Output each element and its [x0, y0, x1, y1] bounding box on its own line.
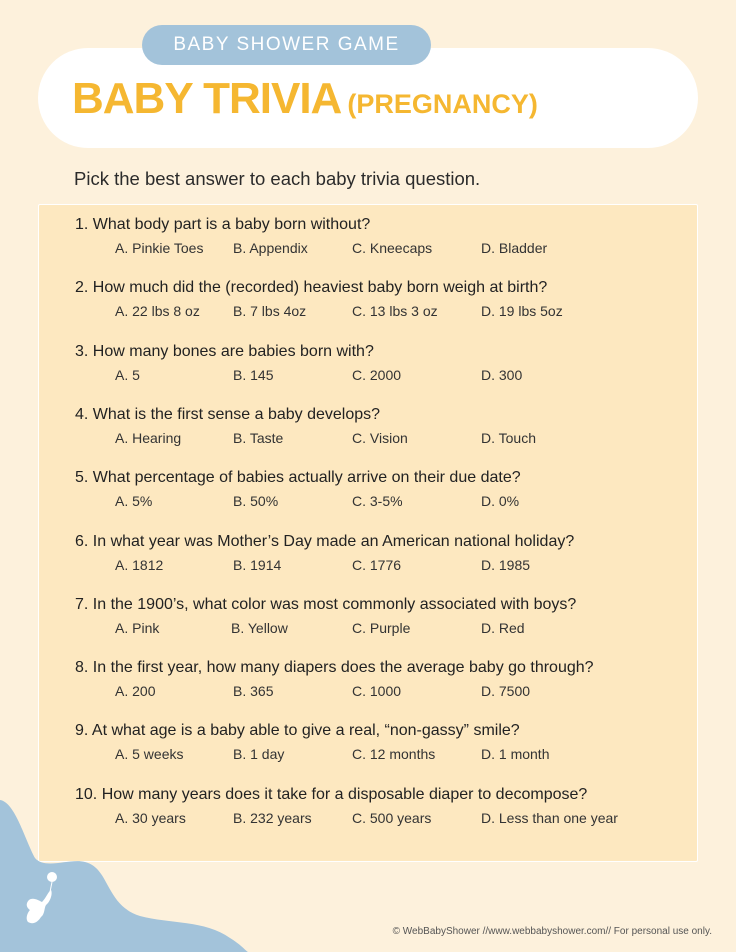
- answer-options: [75, 367, 523, 387]
- answer-options: [75, 683, 594, 703]
- answer-b: B. 1914: [233, 557, 282, 573]
- question-1: [75, 216, 548, 260]
- question-text: 1. What body part is a baby born without?: [75, 216, 371, 233]
- question-text: 2. How much did the (recorded) heaviest baby born weigh at birth?: [75, 279, 548, 296]
- answer-options: [75, 303, 563, 323]
- page-title: [72, 74, 538, 124]
- answer-d: D. Less than one year: [481, 810, 618, 826]
- answer-c: C. Vision: [352, 430, 408, 446]
- question-3: [75, 343, 523, 387]
- question-6: [75, 533, 574, 577]
- answer-a: A. 5%: [115, 493, 153, 509]
- answer-b: B. 7 lbs 4oz: [233, 303, 307, 319]
- answer-c: C. 13 lbs 3 oz: [352, 303, 438, 319]
- answer-d: D. 7500: [481, 683, 531, 699]
- question-8: [75, 659, 594, 703]
- answer-options: [75, 620, 576, 640]
- answer-c: C. Kneecaps: [352, 240, 433, 256]
- title-main: BABY TRIVIA: [72, 74, 342, 123]
- answer-c: C. 3-5%: [352, 493, 403, 509]
- answer-d: D. Bladder: [481, 240, 548, 256]
- answer-d: D. 19 lbs 5oz: [481, 303, 563, 319]
- answer-c: C. 2000: [352, 367, 402, 383]
- answer-a: A. 22 lbs 8 oz: [115, 303, 200, 319]
- answer-b: B. 1 day: [233, 746, 285, 762]
- question-text: 3. How many bones are babies born with?: [75, 343, 374, 360]
- answer-d: D. 1 month: [481, 746, 550, 762]
- question-text: 5. What percentage of babies actually arrive on their due date?: [75, 469, 521, 486]
- answer-a: A. 30 years: [115, 810, 186, 826]
- question-text: 7. In the 1900’s, what color was most commonly associated with boys?: [75, 596, 577, 613]
- answer-a: A. 5 weeks: [115, 746, 184, 762]
- question-text: 8. In the first year, how many diapers does the average baby go through?: [75, 659, 594, 676]
- answer-b: B. Taste: [233, 430, 284, 446]
- question-text: 9. At what age is a baby able to give a real, “non-gassy” smile?: [75, 722, 520, 739]
- questions-panel: [38, 204, 698, 862]
- instructions: Pick the best answer to each baby trivia question.: [74, 168, 481, 189]
- question-9: [75, 722, 550, 766]
- answer-b: B. 232 years: [233, 810, 312, 826]
- answer-c: C. 1776: [352, 557, 402, 573]
- question-7: [75, 596, 576, 640]
- answer-c: C. Purple: [352, 620, 411, 636]
- answer-a: A. Pinkie Toes: [115, 240, 204, 256]
- answer-b: B. 50%: [233, 493, 279, 509]
- question-5: [75, 469, 521, 513]
- answer-b: B. 365: [233, 683, 274, 699]
- answer-options: [75, 430, 536, 450]
- answer-b: B. Yellow: [231, 620, 288, 636]
- question-2: [75, 279, 563, 323]
- answer-a: A. Hearing: [115, 430, 182, 446]
- answer-d: D. 0%: [481, 493, 520, 509]
- answer-options: [75, 746, 550, 766]
- footer-credit: © WebBabyShower //www.webbabyshower.com// For personal use only.: [392, 926, 712, 937]
- answer-c: C. 12 months: [352, 746, 436, 762]
- game-type-pill: BABY SHOWER GAME: [142, 25, 431, 65]
- answer-c: C. 500 years: [352, 810, 432, 826]
- title-subtitle: (PREGNANCY): [347, 89, 538, 119]
- answer-d: D. 300: [481, 367, 523, 383]
- answer-options: [75, 557, 574, 577]
- answer-a: A. 5: [115, 367, 140, 383]
- answer-options: [75, 240, 548, 260]
- question-4: [75, 406, 536, 450]
- answer-options: [75, 493, 521, 513]
- answer-a: A. Pink: [115, 620, 160, 636]
- answer-d: D. 1985: [481, 557, 531, 573]
- answer-d: D. Red: [481, 620, 525, 636]
- decorative-blue-wave: [0, 780, 260, 952]
- answer-b: B. 145: [233, 367, 274, 383]
- answer-a: A. 1812: [115, 557, 164, 573]
- answer-a: A. 200: [115, 683, 156, 699]
- answer-c: C. 1000: [352, 683, 402, 699]
- answer-d: D. Touch: [481, 430, 536, 446]
- question-text: 6. In what year was Mother’s Day made an American national holiday?: [75, 533, 575, 550]
- question-text: 10. How many years does it take for a disposable diaper to decompose?: [75, 786, 588, 803]
- question-text: 4. What is the first sense a baby develops?: [75, 406, 381, 423]
- answer-b: B. Appendix: [233, 240, 308, 256]
